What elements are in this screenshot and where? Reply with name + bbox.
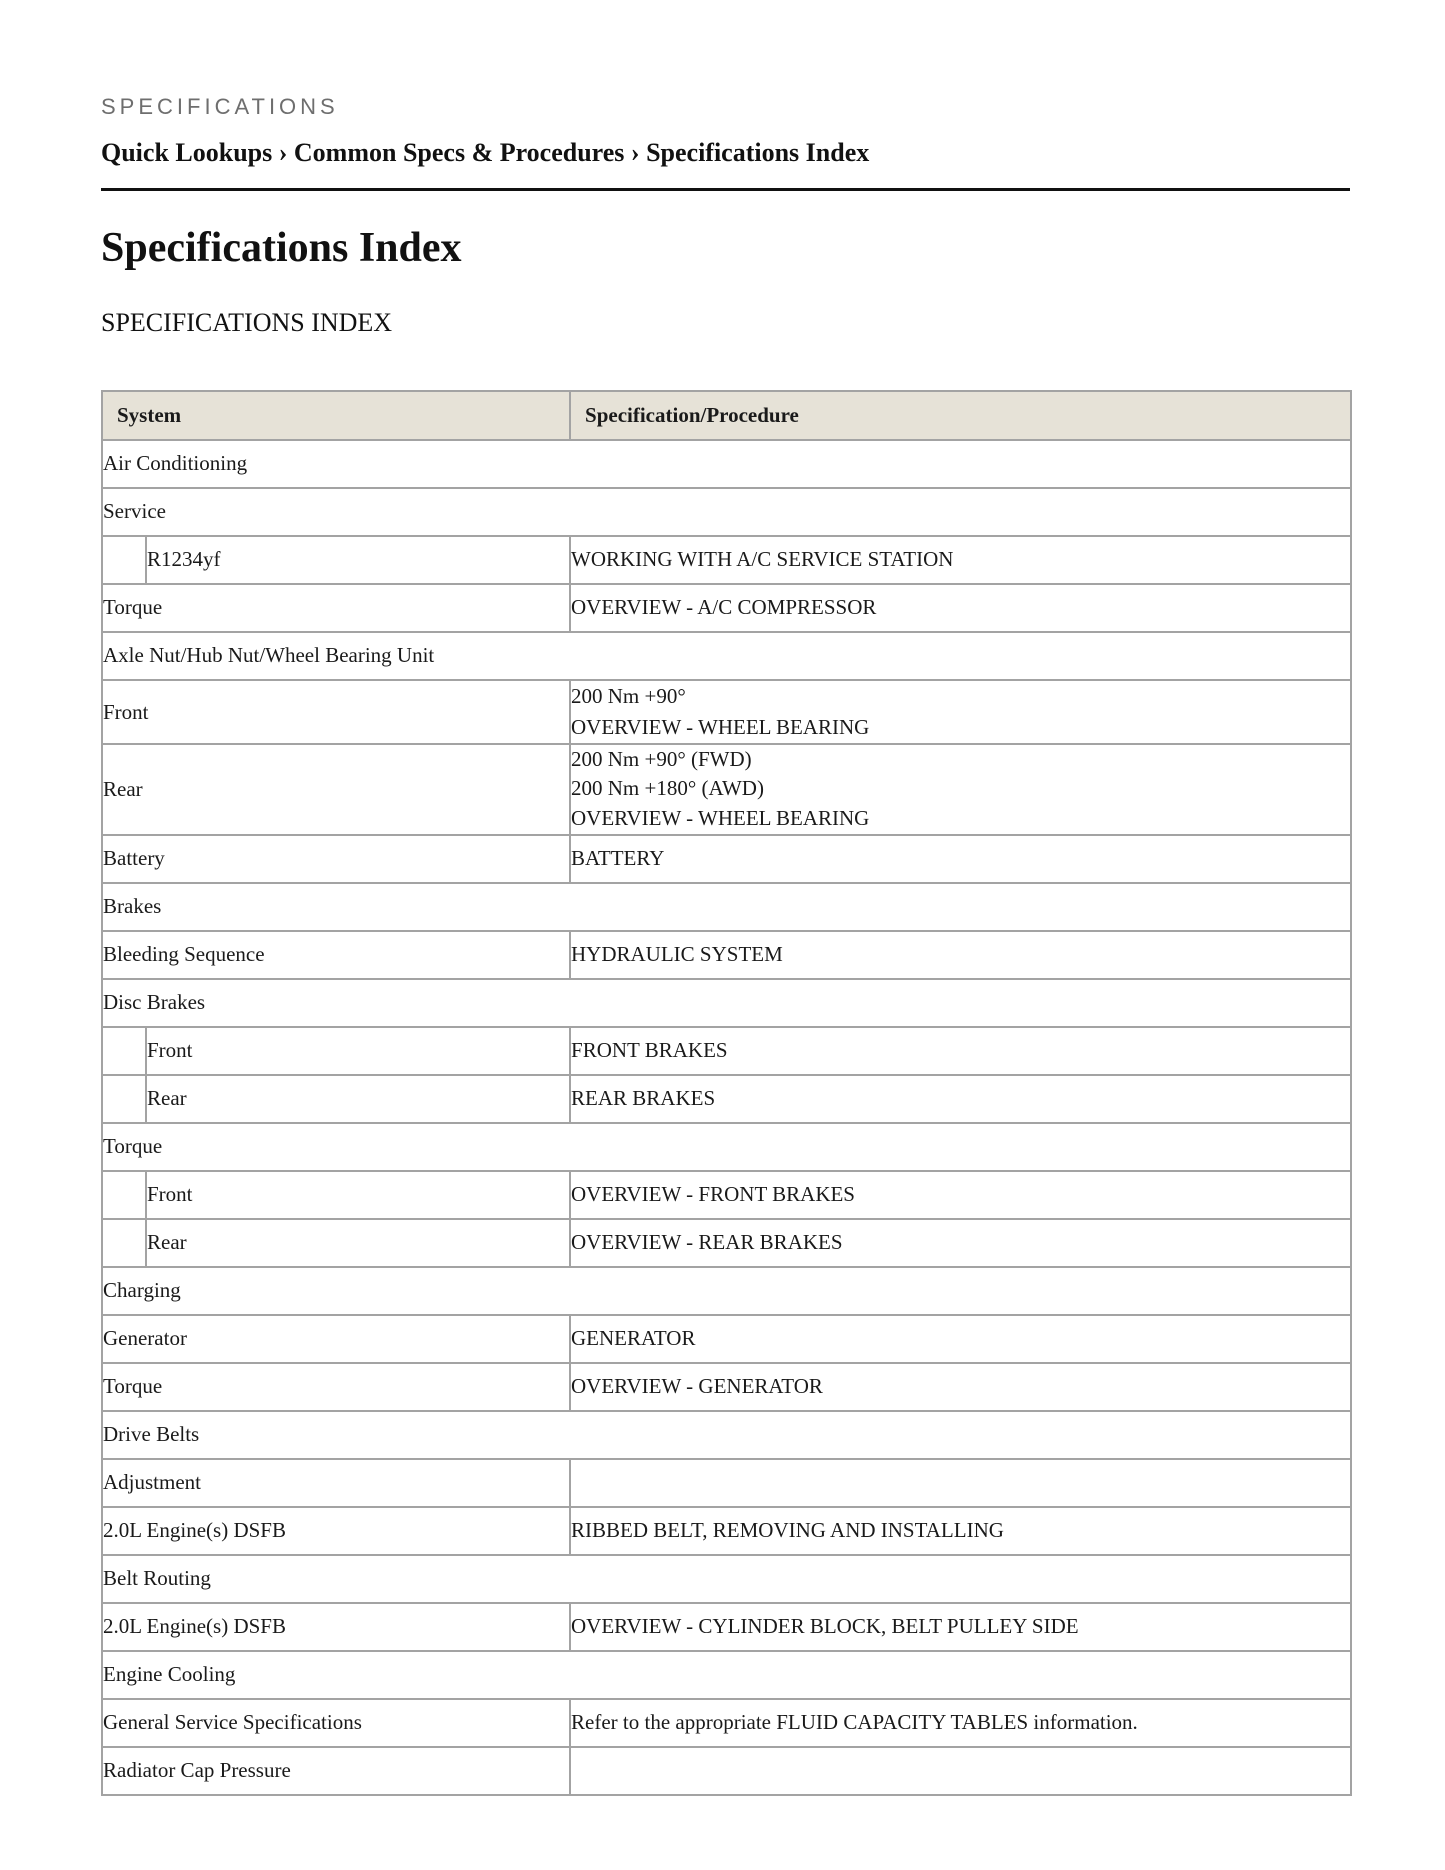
table-row [102, 488, 1351, 536]
table-row [102, 1027, 1351, 1075]
table-row [102, 1507, 1351, 1555]
subgroup-label: Belt Routing [102, 1555, 1351, 1603]
item-label: Front [146, 1027, 570, 1075]
spec-cell [570, 744, 1351, 835]
subgroup-label: Radiator Cap Pressure [102, 1747, 570, 1795]
procedure-link[interactable]: OVERVIEW - WHEEL BEARING [571, 806, 870, 830]
item-label: Front [146, 1171, 570, 1219]
column-header-system: System [102, 391, 570, 440]
section-heading: SPECIFICATIONS INDEX [101, 308, 393, 337]
subgroup-label: Bleeding Sequence [102, 931, 570, 979]
table-row [102, 1411, 1351, 1459]
group-label: Air Conditioning [102, 440, 1351, 488]
table-row [102, 931, 1351, 979]
table-row [102, 1747, 1351, 1795]
specifications-table [101, 390, 1352, 1796]
group-label: Drive Belts [102, 1411, 1351, 1459]
procedure-link[interactable]: REAR BRAKES [570, 1075, 1351, 1123]
table-row [102, 1603, 1351, 1651]
table-row [102, 1123, 1351, 1171]
table-row [102, 632, 1351, 680]
header-divider [101, 188, 1350, 191]
table-row [102, 536, 1351, 584]
nest-indent [102, 1219, 146, 1267]
nest-indent [102, 1027, 146, 1075]
column-header-spec: Specification/Procedure [570, 391, 1351, 440]
procedure-link[interactable]: BATTERY [570, 835, 1351, 883]
table-row [102, 1171, 1351, 1219]
torque-value: 200 Nm +180° (AWD) [571, 776, 764, 800]
procedure-link[interactable]: FRONT BRAKES [570, 1027, 1351, 1075]
group-label: Axle Nut/Hub Nut/Wheel Bearing Unit [102, 632, 1351, 680]
procedure-link[interactable]: OVERVIEW - CYLINDER BLOCK, BELT PULLEY SIDE [570, 1603, 1351, 1651]
procedure-link[interactable]: HYDRAULIC SYSTEM [570, 931, 1351, 979]
procedure-link[interactable]: OVERVIEW - FRONT BRAKES [570, 1171, 1351, 1219]
breadcrumb[interactable]: Quick Lookups › Common Specs & Procedures › Specifications Index [101, 138, 870, 167]
table-row [102, 979, 1351, 1027]
spec-note: Refer to the appropriate FLUID CAPACITY TABLES information. [570, 1699, 1351, 1747]
torque-value: 200 Nm +90° [571, 684, 686, 708]
subgroup-label: General Service Specifications [102, 1699, 570, 1747]
group-label: Engine Cooling [102, 1651, 1351, 1699]
subgroup-label: Rear [102, 744, 570, 835]
procedure-link[interactable]: RIBBED BELT, REMOVING AND INSTALLING [570, 1507, 1351, 1555]
subgroup-label: Generator [102, 1315, 570, 1363]
procedure-link[interactable]: GENERATOR [570, 1315, 1351, 1363]
table-row [102, 1699, 1351, 1747]
subgroup-label: Disc Brakes [102, 979, 1351, 1027]
item-label: Rear [146, 1075, 570, 1123]
table-row [102, 1075, 1351, 1123]
subgroup-label: Torque [102, 584, 570, 632]
table-row [102, 440, 1351, 488]
nest-indent [102, 1075, 146, 1123]
group-label: Charging [102, 1267, 1351, 1315]
table-row [102, 584, 1351, 632]
nest-indent [102, 536, 146, 584]
table-header-row [102, 391, 1351, 440]
item-label: 2.0L Engine(s) DSFB [102, 1507, 570, 1555]
procedure-link[interactable]: WORKING WITH A/C SERVICE STATION [570, 536, 1351, 584]
table-row [102, 1219, 1351, 1267]
page-title: Specifications Index [101, 225, 462, 271]
table-row [102, 1651, 1351, 1699]
procedure-link[interactable]: OVERVIEW - A/C COMPRESSOR [570, 584, 1351, 632]
subgroup-label: Torque [102, 1123, 1351, 1171]
table-row [102, 1555, 1351, 1603]
table-row [102, 1267, 1351, 1315]
nest-indent [102, 1171, 146, 1219]
table-row [102, 1459, 1351, 1507]
procedure-link[interactable]: OVERVIEW - WHEEL BEARING [571, 715, 870, 739]
empty-spec-cell [570, 1459, 1351, 1507]
item-label: Rear [146, 1219, 570, 1267]
group-label: Battery [102, 835, 570, 883]
torque-value: 200 Nm +90° (FWD) [571, 747, 752, 771]
procedure-link[interactable]: OVERVIEW - GENERATOR [570, 1363, 1351, 1411]
table-row [102, 744, 1351, 835]
subgroup-label: Torque [102, 1363, 570, 1411]
subgroup-label: Front [102, 680, 570, 744]
table-row [102, 1363, 1351, 1411]
spec-cell [570, 680, 1351, 744]
section-eyebrow: SPECIFICATIONS [101, 94, 339, 119]
table-row [102, 835, 1351, 883]
item-label: R1234yf [146, 536, 570, 584]
subgroup-label: Service [102, 488, 1351, 536]
procedure-link[interactable]: OVERVIEW - REAR BRAKES [570, 1219, 1351, 1267]
group-label: Brakes [102, 883, 1351, 931]
subgroup-label: Adjustment [102, 1459, 570, 1507]
empty-spec-cell [570, 1747, 1351, 1795]
table-row [102, 680, 1351, 744]
table-row [102, 1315, 1351, 1363]
table-row [102, 883, 1351, 931]
item-label: 2.0L Engine(s) DSFB [102, 1603, 570, 1651]
